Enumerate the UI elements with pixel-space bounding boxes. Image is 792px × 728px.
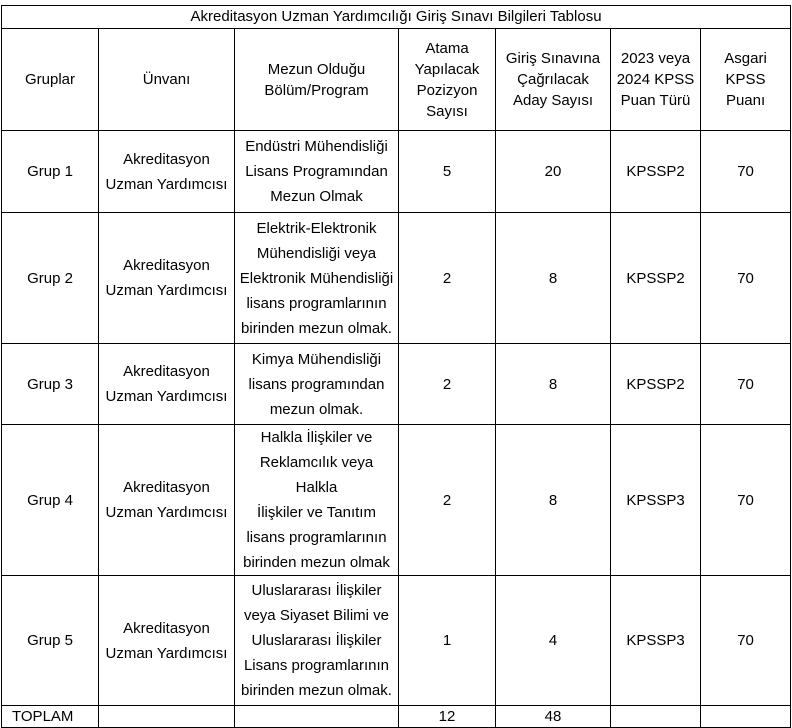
total-empty-cell — [611, 706, 701, 728]
cell-unvan: Akreditasyon Uzman Yardımcısı — [99, 576, 235, 706]
header-atama: Atama Yapılacak Pozizyon Sayısı — [399, 29, 496, 131]
cell-asgari: 70 — [701, 131, 791, 213]
table-row — [2, 576, 791, 706]
header-row — [2, 29, 791, 131]
cell-atama: 5 — [399, 131, 496, 213]
cell-unvan: Akreditasyon Uzman Yardımcısı — [99, 344, 235, 425]
cell-asgari: 70 — [701, 344, 791, 425]
header-asgari: Asgari KPSS Puanı — [701, 29, 791, 131]
total-empty-cell — [235, 706, 399, 728]
cell-unvan: Akreditasyon Uzman Yardımcısı — [99, 425, 235, 576]
cell-unvan: Akreditasyon Uzman Yardımcısı — [99, 213, 235, 344]
cell-atama: 1 — [399, 576, 496, 706]
total-atama: 12 — [399, 706, 496, 728]
table-row — [2, 425, 791, 576]
cell-aday: 4 — [496, 576, 611, 706]
cell-atama: 2 — [399, 425, 496, 576]
header-gruplar: Gruplar — [2, 29, 99, 131]
cell-aday: 8 — [496, 344, 611, 425]
cell-unvan: Akreditasyon Uzman Yardımcısı — [99, 131, 235, 213]
cell-bolum: Halkla İlişkiler ve Reklamcılık veya Halkla İlişkiler ve Tanıtım lisans programlarının birinden mezun olmak — [235, 425, 399, 576]
cell-grup: Grup 2 — [2, 213, 99, 344]
cell-atama: 2 — [399, 344, 496, 425]
cell-grup: Grup 1 — [2, 131, 99, 213]
total-aday: 48 — [496, 706, 611, 728]
total-row — [2, 706, 791, 728]
total-empty-cell — [99, 706, 235, 728]
kpss-info-table — [1, 5, 791, 728]
header-puan-turu: 2023 veya 2024 KPSS Puan Türü — [611, 29, 701, 131]
cell-grup: Grup 4 — [2, 425, 99, 576]
total-label: TOPLAM — [2, 706, 99, 728]
cell-bolum: Endüstri Mühendisliği Lisans Programından Mezun Olmak — [235, 131, 399, 213]
cell-asgari: 70 — [701, 425, 791, 576]
header-aday: Giriş Sınavına Çağrılacak Aday Sayısı — [496, 29, 611, 131]
total-empty-cell — [701, 706, 791, 728]
cell-aday: 8 — [496, 213, 611, 344]
cell-puan-turu: KPSSP2 — [611, 131, 701, 213]
cell-puan-turu: KPSSP2 — [611, 213, 701, 344]
table-row — [2, 344, 791, 425]
table-row — [2, 213, 791, 344]
header-bolum: Mezun Olduğu Bölüm/Program — [235, 29, 399, 131]
cell-grup: Grup 3 — [2, 344, 99, 425]
cell-asgari: 70 — [701, 576, 791, 706]
cell-bolum: Uluslararası İlişkiler veya Siyaset Bilimi ve Uluslararası İlişkiler Lisans programlarının birinden mezun olmak. — [235, 576, 399, 706]
table-row — [2, 131, 791, 213]
cell-aday: 20 — [496, 131, 611, 213]
cell-bolum: Elektrik-Elektronik Mühendisliği veya Elektronik Mühendisliği lisans programlarının birinden mezun olmak. — [235, 213, 399, 344]
table-title: Akreditasyon Uzman Yardımcılığı Giriş Sınavı Bilgileri Tablosu — [2, 6, 791, 29]
header-unvani: Ünvanı — [99, 29, 235, 131]
cell-asgari: 70 — [701, 213, 791, 344]
cell-aday: 8 — [496, 425, 611, 576]
cell-bolum: Kimya Mühendisliği lisans programından mezun olmak. — [235, 344, 399, 425]
cell-grup: Grup 5 — [2, 576, 99, 706]
cell-puan-turu: KPSSP3 — [611, 576, 701, 706]
cell-puan-turu: KPSSP2 — [611, 344, 701, 425]
cell-atama: 2 — [399, 213, 496, 344]
cell-puan-turu: KPSSP3 — [611, 425, 701, 576]
